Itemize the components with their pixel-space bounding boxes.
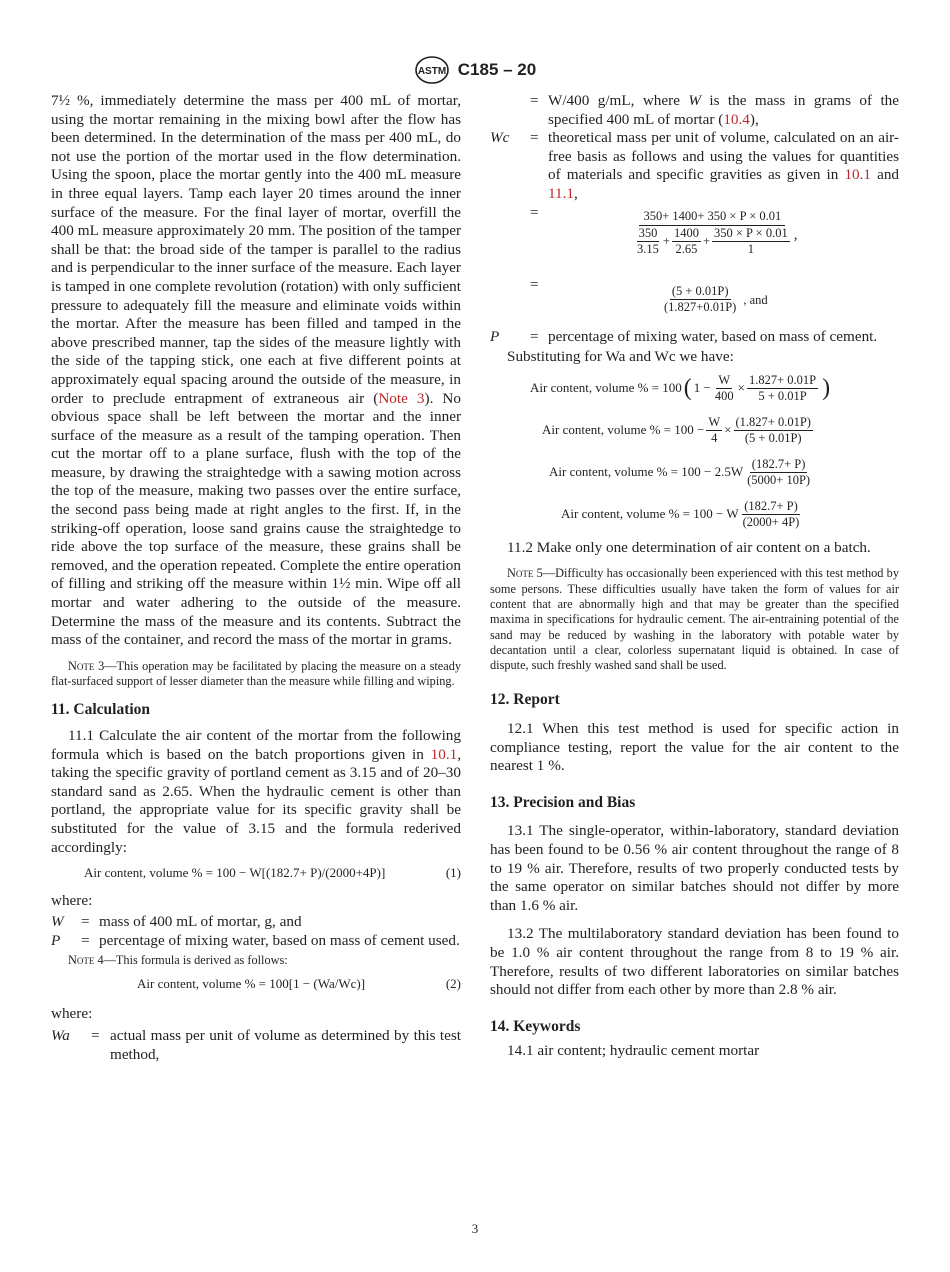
equation-1-expression: Air content, volume % = 100 − W[(182.7+ P)/(2000+4P)]: [84, 865, 386, 881]
equation-lhs: Air content, volume % = 100: [530, 380, 682, 396]
equation-wc-simplified: [490, 276, 899, 326]
definition-p: [51, 932, 461, 951]
definition-text: [548, 129, 899, 203]
fraction-bottom: (5 + 0.01P): [744, 431, 802, 446]
left-column: [51, 92, 461, 1064]
paragraph-procedure-continued: [51, 92, 461, 650]
fraction-bottom: 2.65: [675, 241, 698, 256]
definition-text-part: ,: [574, 184, 578, 202]
definition-symbol: Wc: [490, 129, 510, 147]
page-number: 3: [471, 1221, 479, 1236]
definition-w400: [490, 92, 899, 129]
page-header: [0, 55, 950, 85]
one-minus: 1 −: [693, 380, 711, 396]
note-3: [51, 659, 461, 690]
section-12-heading: 12. Report: [490, 691, 560, 709]
paragraph-text: 7½ %, immediately determine the mass per 400 mL of mortar, using the mortar remaining in the mixing bowl after the flow has been determined. In the determination of the mass per 400 mL, do not use the portion of the mortar used in the flow determination. Using the spoon, place the mortar gently into the 400 mL measure in three equal layers. Tamp each layer 20 times around the inner surface of the measure. For the final layer of mortar, overfill the 400 mL measure approximately 20 mm. The position of the tamper shall be that: the broad side of the tamper is parallel to the radius and is perpendicular to the inner surface of the measure. Each layer is tamped in one complete revolution (rotation) with only sufficient pressure to adequately fill the measure and eliminate voids within the mortar. After the measure has been filled and tamped in the above prescribed manner, tap the sides of the measure lightly with the side of the tapping stick, one each at five different points at approximately equal spacing around the outside of the measure, in order to preclude entrapment of extraneous air (: [51, 92, 461, 407]
section-10-1-link[interactable]: 10.1: [430, 745, 458, 763]
substituting-text: Substituting for Wa and Wc we have:: [507, 348, 734, 366]
paragraph-text: 11.1 Calculate the air content of the mortar from the following formula which is based on the batch proportions given in: [51, 727, 461, 763]
right-column: [490, 92, 899, 1061]
big-fraction: [633, 208, 792, 257]
equals-sign: =: [530, 203, 539, 221]
definition-text-part: W/400 g/mL, where: [548, 92, 689, 109]
definition-equals: =: [530, 129, 539, 147]
definition-text-part: ),: [749, 110, 759, 128]
fraction-ratio: [734, 415, 813, 446]
and-text: , and: [743, 292, 768, 307]
fraction-bottom: (5000+ 10P): [747, 473, 811, 488]
fraction-w-400: [713, 373, 736, 404]
definition-symbol: P: [490, 327, 500, 345]
fraction-top: (182.7+ P): [751, 457, 806, 472]
fraction-bottom: 3.15: [637, 241, 659, 256]
where-label: where:: [51, 1005, 93, 1023]
fraction-water-term: [712, 226, 790, 257]
section-11-1-link[interactable]: 11.1: [548, 184, 575, 202]
paragraph-11-2: 11.2 Make only one determination of air content on a batch.: [507, 538, 871, 556]
note-label: Note 4: [68, 952, 104, 967]
definition-text-part: is the mass in grams of the specified 400 mL of mortar (: [548, 92, 899, 128]
fraction-ratio: [747, 373, 818, 404]
definition-text: actual mass per unit of volume as determined by this test method,: [110, 1027, 461, 1063]
times-sign: ×: [724, 422, 732, 438]
where-label: where:: [51, 891, 93, 909]
fraction-bottom: 5 + 0.01P: [758, 389, 807, 404]
section-13-heading: 13. Precision and Bias: [490, 793, 636, 811]
equation-1: [51, 864, 461, 883]
fraction-d: [741, 499, 802, 530]
definition-text: percentage of mixing water, based on mass of cement.: [548, 327, 878, 345]
equation-2-expression: Air content, volume % = 100[1 − (Wa/Wc)]: [137, 975, 366, 991]
comma: ,: [793, 225, 798, 243]
fraction-top: (182.7+ P): [744, 499, 798, 514]
definition-text: [548, 92, 899, 129]
note-label: Note 5: [507, 566, 543, 581]
definition-equals: =: [530, 327, 539, 345]
definition-text: percentage of mixing water, based on mass of cement used.: [99, 931, 460, 949]
definition-wc: [490, 129, 899, 203]
fraction-simplified: [662, 284, 738, 315]
equation-2-number: (2): [445, 975, 461, 991]
astm-logo-icon: [414, 55, 450, 85]
paragraph-text: , taking the specific gravity of portland cement as 3.15 and of 20–30 standard sand as 2.65. When the hydraulic cement is other than portland, the appropriate value for its specific gravity shall be substituted for the value of 3.15 and the formula rederived accordingly:: [51, 745, 461, 856]
definition-equals: =: [91, 1027, 100, 1045]
fraction-top: 350: [638, 225, 658, 240]
paragraph-11-1: [51, 727, 461, 857]
paragraph-12-1: 12.1 When this test method is used for specific action in compliance testing, report the value for the air content to the nearest 1 %.: [490, 720, 899, 775]
definition-text-part: and: [871, 166, 900, 184]
definition-p2: [490, 328, 899, 347]
definition-equals: =: [81, 931, 90, 949]
times-sign: ×: [737, 380, 745, 396]
paragraph-13-1: 13.1 The single-operator, within-laboratory, standard deviation has been found to be 0.56 % air content throughout the range of 8 to 19 % air. Therefore, results of two properly conducted tests by the same operator on similar batches should not differ by more than 1.6 % air.: [490, 822, 899, 914]
fraction-w-4: [706, 415, 722, 446]
left-paren: (: [683, 375, 692, 402]
fraction-bottom: (2000+ 4P): [742, 515, 800, 530]
fraction-top: (5 + 0.01P): [671, 283, 729, 298]
definition-symbol: P: [51, 931, 61, 949]
fraction-bottom: 4: [711, 431, 718, 446]
equation-lhs: Air content, volume % = 100 −: [542, 422, 705, 438]
section-14-heading: 14. Keywords: [490, 1017, 581, 1035]
paragraph-text: ). No obvious space shall be left between the mortar and the inner surface of the measure as a result of the tamping operation. Then cut the mortar off to a plane surface, flush with the top of the measure, by drawing the straightedge with a sawing motion across the top of the measure, making two passes over the entire surface, the second pass being made at right angles to the first. If, in the striking-off operation, loose sand grains cause the straightedge to ride above the top surface of the measure, these grains shall be removed, and the operation repeated. Complete the entire operation of filling and striking off the measure within 1½ min. Wipe off all mortar and water adhering to the outside of the measure. Determine the mass of the measure and its contents. Subtract the mass of the container, and record the mass of the mortar in grams.: [51, 389, 461, 649]
fraction-top: 1400: [673, 225, 699, 240]
section-11-heading: 11. Calculation: [51, 701, 151, 719]
note-5: [490, 566, 899, 673]
fraction-top: W: [718, 373, 731, 388]
big-fraction-denominator: $\frac{350}{3.15}$ + $\frac{1400}{2.65}$ + $\frac{350 \times P \times 0.01}{1}$: [637, 225, 788, 256]
equation-lhs: Air content, volume % = 100 − 2.5W: [549, 464, 744, 480]
fraction-top: (1.827+ 0.01P): [735, 415, 811, 430]
definition-text: mass of 400 mL of mortar, g, and: [99, 913, 302, 931]
note-text: —This operation may be facilitated by placing the measure on a steady flat-surfaced support of lesser diameter than the measure while filling and wiping.: [51, 658, 461, 689]
astm-logo-text: ASTM: [417, 66, 446, 77]
big-fraction-numerator: 350+ 1400+ 350 × P × 0.01: [639, 208, 785, 226]
fraction-c: [745, 457, 812, 488]
definition-w: [51, 913, 461, 932]
fraction-1400-2-65: [672, 226, 701, 257]
equals-sign: =: [530, 275, 539, 293]
equation-wc-fraction: [490, 204, 899, 264]
definition-symbol: Wa: [51, 1027, 70, 1045]
definition-variable: W: [688, 92, 701, 109]
note-text: —Difficulty has occasionally been experienced with this test method by some persons. These difficulties usually have taken the form of values for air content that are abnormally high and that may be greater than the specified maxima in specifications for hydraulic cement. The air-entraining potential of the sand may be reduced by washing in the laboratory with potable water by decantation until a clear, colorless supernatant liquid is obtained. In case of dispute, such freshly washed sand shall be used.: [490, 566, 899, 673]
paragraph-14-1: 14.1 air content; hydraulic cement mortar: [507, 1042, 760, 1060]
definition-symbol-blank: [490, 92, 530, 129]
equation-1-number: (1): [445, 865, 461, 881]
note-text: —This formula is derived as follows:: [103, 952, 288, 967]
note-3-link[interactable]: Note 3: [378, 389, 425, 407]
fraction-bottom: 400: [714, 389, 734, 404]
fraction-bottom: 1: [747, 241, 754, 256]
fraction-350-3-15: [635, 226, 661, 257]
definition-wa: [51, 1027, 461, 1064]
fraction-top: 350 × P × 0.01: [714, 225, 788, 240]
fraction-bottom: (1.827+0.01P): [664, 299, 737, 314]
equation-substitution-a: [490, 371, 899, 407]
standard-designation: C185 – 20: [457, 60, 537, 79]
equation-substitution-d: [490, 497, 899, 533]
note-label: Note 3: [68, 658, 105, 673]
definition-equals: =: [81, 913, 90, 931]
right-paren: ): [822, 375, 831, 402]
equation-substitution-c: [490, 455, 899, 491]
equation-2: [51, 975, 461, 994]
equation-lhs: Air content, volume % = 100 − W: [561, 506, 739, 522]
fraction-top: W: [708, 415, 721, 430]
fraction-top: 1.827+ 0.01P: [748, 373, 817, 388]
section-10-1-link[interactable]: 10.1: [844, 166, 872, 184]
definition-text-part: theoretical mass per unit of volume, calculated on an air-free basis as follows and using the values for quantities of materials and specific gravities as given in: [548, 129, 899, 184]
definition-symbol: W: [51, 913, 64, 931]
section-10-4-link[interactable]: 10.4: [723, 110, 750, 128]
definition-equals: =: [530, 92, 539, 109]
paragraph-13-2: 13.2 The multilaboratory standard deviation has been found to be 1.0 % air content throughout the range from 8 to 19 % air. Therefore, results of two different laboratories on similar batches should not differ from each other by more than 2.8 % air.: [490, 925, 899, 999]
equation-substitution-b: [490, 413, 899, 449]
note-4: [51, 953, 461, 968]
